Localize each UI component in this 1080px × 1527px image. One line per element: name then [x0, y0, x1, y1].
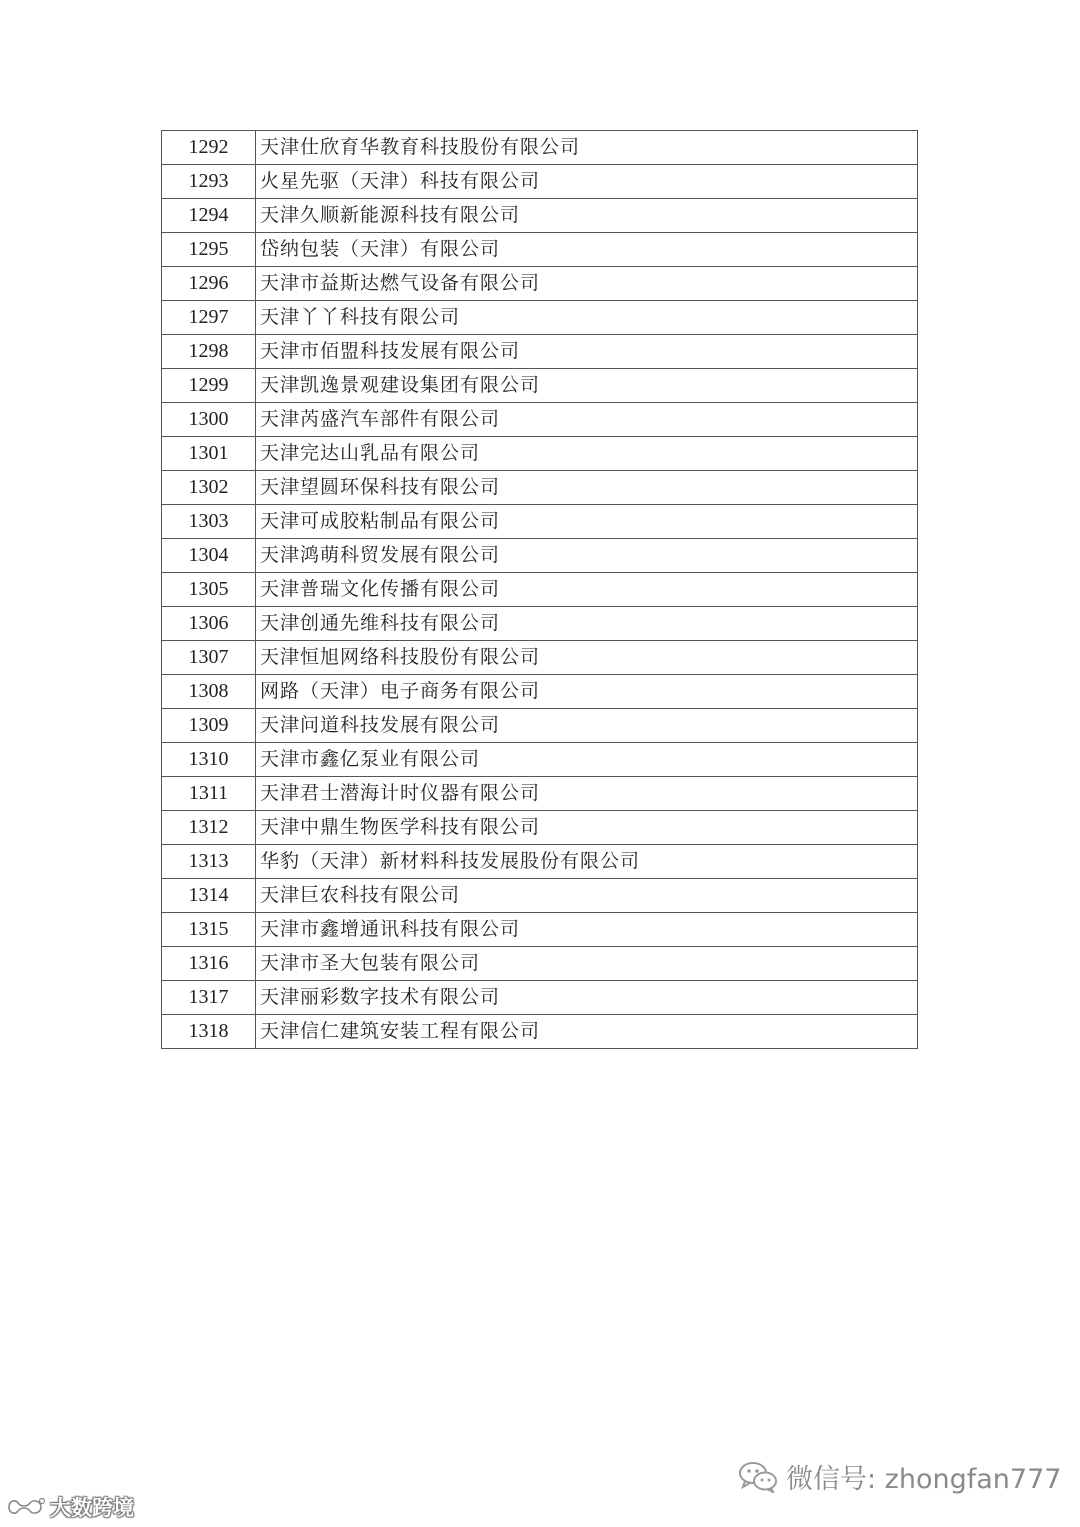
row-number: 1313 — [162, 845, 256, 879]
table-row — [162, 709, 918, 743]
table-row — [162, 845, 918, 879]
company-name: 天津创通先维科技有限公司 — [256, 607, 918, 641]
table-row — [162, 811, 918, 845]
company-name: 岱纳包装（天津）有限公司 — [256, 233, 918, 267]
row-number: 1301 — [162, 437, 256, 471]
company-name: 天津市圣大包装有限公司 — [256, 947, 918, 981]
row-number: 1299 — [162, 369, 256, 403]
company-list-body — [162, 131, 918, 1049]
table-row — [162, 675, 918, 709]
company-list-table — [161, 130, 918, 1049]
table-row — [162, 641, 918, 675]
company-name: 天津芮盛汽车部件有限公司 — [256, 403, 918, 437]
row-number: 1317 — [162, 981, 256, 1015]
company-name: 天津丽彩数字技术有限公司 — [256, 981, 918, 1015]
row-number: 1300 — [162, 403, 256, 437]
company-name: 天津仕欣育华教育科技股份有限公司 — [256, 131, 918, 165]
row-number: 1309 — [162, 709, 256, 743]
table-row — [162, 573, 918, 607]
company-name: 天津市益斯达燃气设备有限公司 — [256, 267, 918, 301]
table-row — [162, 505, 918, 539]
row-number: 1298 — [162, 335, 256, 369]
company-name: 天津巨农科技有限公司 — [256, 879, 918, 913]
company-name: 天津普瑞文化传播有限公司 — [256, 573, 918, 607]
table-row — [162, 369, 918, 403]
wechat-watermark — [738, 1456, 1061, 1496]
row-number: 1302 — [162, 471, 256, 505]
company-name: 火星先驱（天津）科技有限公司 — [256, 165, 918, 199]
table-row — [162, 981, 918, 1015]
row-number: 1307 — [162, 641, 256, 675]
table-row — [162, 437, 918, 471]
company-name: 天津市鑫增通讯科技有限公司 — [256, 913, 918, 947]
brand-watermark — [6, 1492, 134, 1522]
table-row — [162, 165, 918, 199]
company-name: 天津君士潜海计时仪器有限公司 — [256, 777, 918, 811]
table-row — [162, 947, 918, 981]
company-name: 天津久顺新能源科技有限公司 — [256, 199, 918, 233]
table-row — [162, 539, 918, 573]
row-number: 1312 — [162, 811, 256, 845]
row-number: 1311 — [162, 777, 256, 811]
row-number: 1318 — [162, 1015, 256, 1049]
company-name: 天津市佰盟科技发展有限公司 — [256, 335, 918, 369]
row-number: 1314 — [162, 879, 256, 913]
row-number: 1296 — [162, 267, 256, 301]
company-name: 天津中鼎生物医学科技有限公司 — [256, 811, 918, 845]
company-name: 网路（天津）电子商务有限公司 — [256, 675, 918, 709]
table-row — [162, 131, 918, 165]
company-name: 天津望圆环保科技有限公司 — [256, 471, 918, 505]
row-number: 1306 — [162, 607, 256, 641]
table-row — [162, 335, 918, 369]
table-row — [162, 1015, 918, 1049]
row-number: 1292 — [162, 131, 256, 165]
company-name: 天津鸿萌科贸发展有限公司 — [256, 539, 918, 573]
row-number: 1303 — [162, 505, 256, 539]
row-number: 1308 — [162, 675, 256, 709]
table-row — [162, 913, 918, 947]
row-number: 1316 — [162, 947, 256, 981]
row-number: 1294 — [162, 199, 256, 233]
company-name: 天津可成胶粘制品有限公司 — [256, 505, 918, 539]
table-row — [162, 233, 918, 267]
table-row — [162, 199, 918, 233]
company-name: 天津问道科技发展有限公司 — [256, 709, 918, 743]
brand-logo-icon — [6, 1496, 46, 1518]
brand-watermark-text: 大数跨境 — [50, 1496, 134, 1520]
table-row — [162, 607, 918, 641]
wechat-watermark-text: 微信号: zhongfan777 — [786, 1463, 1062, 1495]
table-row — [162, 301, 918, 335]
table-row — [162, 743, 918, 777]
table-row — [162, 777, 918, 811]
company-name: 天津信仁建筑安装工程有限公司 — [256, 1015, 918, 1049]
company-name: 天津恒旭网络科技股份有限公司 — [256, 641, 918, 675]
row-number: 1304 — [162, 539, 256, 573]
row-number: 1293 — [162, 165, 256, 199]
row-number: 1295 — [162, 233, 256, 267]
row-number: 1315 — [162, 913, 256, 947]
row-number: 1310 — [162, 743, 256, 777]
table-row — [162, 403, 918, 437]
table-row — [162, 879, 918, 913]
table-row — [162, 471, 918, 505]
company-name: 天津完达山乳品有限公司 — [256, 437, 918, 471]
wechat-icon — [738, 1459, 778, 1493]
company-name: 天津市鑫亿泵业有限公司 — [256, 743, 918, 777]
row-number: 1297 — [162, 301, 256, 335]
row-number: 1305 — [162, 573, 256, 607]
table-row — [162, 267, 918, 301]
company-name: 华豹（天津）新材料科技发展股份有限公司 — [256, 845, 918, 879]
company-name: 天津丫丫科技有限公司 — [256, 301, 918, 335]
company-name: 天津凯逸景观建设集团有限公司 — [256, 369, 918, 403]
